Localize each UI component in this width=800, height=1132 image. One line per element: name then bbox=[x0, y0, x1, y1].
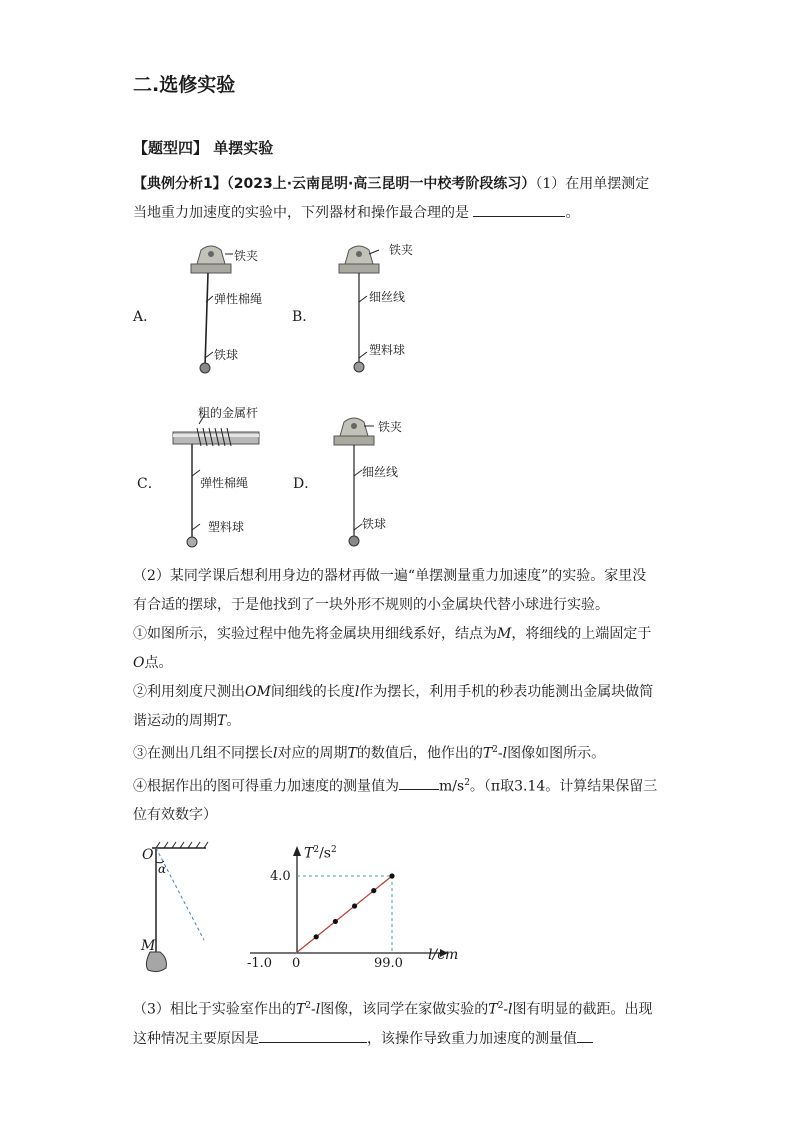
label-angle-alpha: α bbox=[158, 862, 167, 876]
option-b-figure bbox=[325, 240, 435, 380]
data-point bbox=[389, 873, 394, 878]
q1-end: 。 bbox=[565, 205, 580, 221]
var-t: T bbox=[217, 713, 227, 729]
q2-step-2a: ②利用刻度尺测出 bbox=[133, 684, 245, 700]
var-l: l bbox=[508, 1001, 513, 1018]
plastic-ball-icon bbox=[187, 537, 197, 547]
graph-y-tick-4: 4.0 bbox=[270, 869, 291, 884]
option-b-bottom-label: 塑料球 bbox=[369, 343, 406, 357]
iron-ball-icon bbox=[200, 363, 210, 373]
unit: m/s bbox=[439, 778, 465, 795]
graph-x-axis-label: l/cm bbox=[428, 947, 459, 963]
answer-blank-3[interactable] bbox=[259, 1028, 367, 1043]
q3-line-1a: （3）相比于实验室作出的 bbox=[133, 1001, 296, 1018]
plastic-ball-icon bbox=[354, 362, 364, 372]
q2-step-3b: 对应的周期 bbox=[277, 745, 348, 762]
graph-y-axis-label: $T^2/s^2$ bbox=[304, 845, 337, 862]
section-title: 二.选修实验 bbox=[133, 74, 236, 96]
data-point bbox=[371, 888, 376, 893]
data-point bbox=[333, 919, 338, 924]
question-2-text: （2）某同学课后想利用身边的器材再做一遍“单摆测量重力加速度”的实验。家里没 有合适的摆球，于是他找到了一块外形不规则的小金属块代替小球进行实验。 ①如图所示，实验过程中他先将金属块用细线系好，结点为M，将细线的上端固定于 O点。 ②利用刻度尺测出OM间细线的长度l作为摆长，利用手机的秒表功能测出金属块做简 谐运动的周期T。 ③在测出几组不同摆长l对应的周期T的数值后，他作出的$T^2-l$图像如图所示。 ④根据作出的图可得重力加速度的测量值为 $m/s^2$。（π取3.14。计算结果保留三 位有效数字） bbox=[133, 568, 658, 824]
option-d-letter: D． bbox=[293, 476, 319, 492]
fit-line-extrapolated bbox=[296, 952, 297, 953]
option-a-bottom-label: 铁球 bbox=[214, 348, 239, 362]
label-point-m: M bbox=[141, 938, 156, 954]
y-label-unit: /s bbox=[319, 845, 331, 862]
var-l: l bbox=[315, 1001, 321, 1018]
q2-line-1: （2）某同学课后想利用身边的器材再做一遍“单摆测量重力加速度”的实验。家里没 bbox=[133, 568, 647, 584]
q2-step-3e: 图像如图所示。 bbox=[507, 745, 606, 762]
var-t: T bbox=[295, 1001, 306, 1018]
var-om: OM bbox=[245, 684, 271, 700]
q3-line-2b: ，该操作导致重力加速度的测量值 bbox=[367, 1030, 577, 1047]
answer-blank-4[interactable] bbox=[577, 1028, 593, 1043]
dash: - bbox=[311, 1001, 316, 1018]
graph-x-tick-neg1: -1.0 bbox=[247, 956, 273, 971]
q3-line-1b: 图像，该同学在家做实验的 bbox=[320, 1001, 489, 1018]
q2-step-3c: 的数值后，他作出的 bbox=[356, 745, 483, 762]
question-3-text: （3）相比于实验室作出的$T^2-l$图像，该同学在家做实验的$T^2-l$图有明显的截距。出现 这种情况主要原因是 ，该操作导致重力加速度的测量值 bbox=[133, 1001, 653, 1047]
q3-line-2a: 这种情况主要原因是 bbox=[133, 1030, 259, 1047]
q2-step-4a: ④根据作出的图可得重力加速度的测量值为 bbox=[133, 778, 399, 795]
y-label-base: T bbox=[304, 845, 314, 862]
data-point bbox=[352, 903, 357, 908]
option-b-mid-label: 细丝线 bbox=[369, 290, 406, 304]
var-l: l bbox=[354, 684, 360, 700]
answer-blank-1[interactable] bbox=[473, 202, 565, 217]
q2-step-4c: 位有效数字） bbox=[133, 807, 217, 824]
q1-text-b: 当地重力加速度的实验中，下列器材和操作最合理的是 bbox=[133, 205, 469, 221]
iron-clamp-icon bbox=[339, 246, 379, 273]
q2-line-2: 有合适的摆球，于是他找到了一块外形不规则的小金属块代替小球进行实验。 bbox=[133, 597, 609, 613]
iron-clamp-icon bbox=[191, 246, 231, 273]
dash: - bbox=[497, 745, 503, 762]
option-a-top-label: 铁夹 bbox=[234, 249, 259, 263]
q2-step-2c: 作为摆长，利用手机的秒表功能测出金属块做简 bbox=[359, 684, 654, 700]
var-t: T bbox=[347, 745, 357, 762]
q2-step-2b: 间细线的长度 bbox=[270, 684, 355, 700]
var-l: l bbox=[502, 745, 508, 762]
graph-x-tick-0: 0 bbox=[292, 956, 301, 971]
metal-block-icon bbox=[146, 952, 166, 972]
q2-step-1a: ①如图所示，实验过程中他先将金属块用细线系好，结点为 bbox=[133, 626, 497, 642]
data-point bbox=[314, 934, 319, 939]
iron-clamp-icon bbox=[334, 418, 374, 445]
option-a-letter: A． bbox=[133, 309, 158, 325]
question-1-text bbox=[133, 170, 673, 228]
option-d-mid-label: 细丝线 bbox=[362, 465, 399, 479]
example-tag: 【典例分析1】 bbox=[133, 176, 227, 192]
q2-step-4b: 。（π取3.14。计算结果保留三 bbox=[469, 778, 658, 795]
q1-text-a: （1）在用单摆测定 bbox=[535, 176, 650, 192]
dash: - bbox=[503, 1001, 509, 1018]
iron-ball-icon bbox=[349, 536, 359, 546]
fit-line bbox=[297, 876, 392, 952]
q2-step-2e: 。 bbox=[226, 713, 241, 729]
q2-step-1b: ，将细线的上端固定于 bbox=[511, 626, 652, 642]
option-d-bottom-label: 铁球 bbox=[362, 517, 387, 531]
q3-line-1c: 图有明显的截距。出现 bbox=[512, 1001, 653, 1018]
option-c-letter: C． bbox=[137, 476, 162, 492]
var-o: O bbox=[133, 655, 145, 671]
question-type-title: 【题型四】 单摆实验 bbox=[133, 139, 274, 157]
var-t: T bbox=[488, 1001, 498, 1018]
option-d-top-label: 铁夹 bbox=[378, 420, 403, 434]
option-c-mid-label: 弹性棉绳 bbox=[200, 476, 249, 490]
answer-blank-2[interactable] bbox=[399, 775, 439, 790]
option-b-top-label: 铁夹 bbox=[389, 243, 414, 257]
q2-step-3a: ③在测出几组不同摆长 bbox=[133, 745, 273, 762]
option-c-top-label: 粗的金属杆 bbox=[198, 406, 259, 420]
option-c-bottom-label: 塑料球 bbox=[208, 520, 245, 534]
y-axis-arrow bbox=[293, 846, 301, 856]
q2-step-2d: 谐运动的周期 bbox=[133, 713, 217, 729]
example-source: （2023上·云南昆明·高三昆明一中校考阶段练习） bbox=[226, 176, 536, 192]
var-t: T bbox=[482, 745, 493, 762]
var-l: l bbox=[273, 745, 278, 762]
label-point-o: O bbox=[142, 847, 154, 863]
graph-x-tick-99: 99.0 bbox=[374, 956, 403, 971]
option-b-letter: B． bbox=[292, 309, 317, 325]
q2-step-1c: 点。 bbox=[144, 655, 173, 671]
option-a-mid-label: 弹性棉绳 bbox=[214, 292, 263, 306]
var-m: M bbox=[497, 626, 512, 642]
